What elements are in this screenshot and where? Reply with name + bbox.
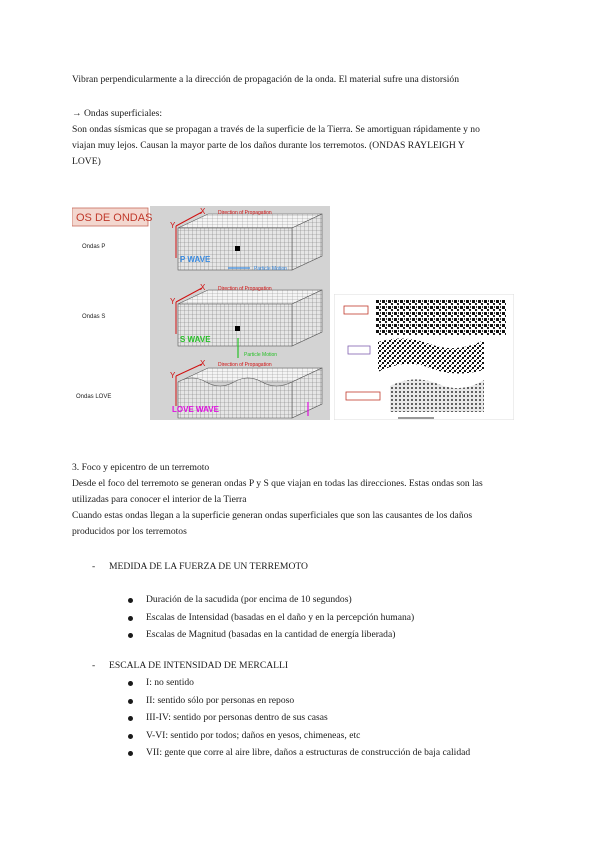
list-item [128, 592, 414, 610]
p-wave-block [170, 207, 322, 272]
panel-tag [344, 306, 368, 314]
bullet-icon [128, 681, 133, 686]
particle-motion-label: Particle Motion [244, 352, 278, 358]
row-label-s: Ondas S [82, 314, 106, 320]
axis-y-label: Y [170, 221, 176, 230]
bullet-icon [128, 598, 133, 603]
mercalli-heading [92, 658, 288, 674]
bullet-icon [128, 734, 133, 739]
axis-y-label: Y [170, 297, 176, 306]
particle-motion-label: Particle Motion [254, 266, 288, 272]
list-item [128, 627, 414, 645]
p-wave-label: P WAVE [180, 255, 211, 264]
section-3-line: producidos por los terremotos [72, 526, 187, 537]
row-label-love: Ondas LOVE [76, 394, 112, 400]
bullet-icon [128, 699, 133, 704]
medida-title: MEDIDA DE LA FUERZA DE UN TERREMOTO [109, 561, 308, 572]
intro-text: Vibran perpendicularmente a la dirección de propagación de la onda. El material sufre una distorsión [72, 74, 460, 85]
surface-waves-section [72, 106, 532, 170]
figure-banner-text: OS DE ONDAS [76, 212, 153, 224]
axis-x-label: X [200, 283, 206, 292]
medida-heading [92, 559, 308, 575]
panel-tag [346, 392, 380, 400]
list-item-text: II: sentido sólo por personas en reposo [146, 694, 295, 706]
list-item-text: Escalas de Magnitud (basadas en la cantidad de energía liberada) [146, 629, 396, 640]
love-wave-block [170, 359, 322, 418]
list-item [128, 610, 414, 628]
row-label-p: Ondas P [82, 244, 106, 250]
seismic-waves-figure [72, 206, 330, 420]
mercalli-list [128, 675, 470, 763]
wave-particles-figure [334, 294, 514, 420]
p-wave-particles [376, 300, 506, 336]
mercalli-title: ESCALA DE INTENSIDAD DE MERCALLI [109, 660, 289, 671]
section-3-line: utilizadas para conocer el interior de la Tierra [72, 494, 247, 505]
surface-waves-line: Son ondas sísmicas que se propagan a través de la superficie de la Tierra. Se amortiguan rápidamente y no [72, 124, 480, 135]
dash-marker: - [92, 660, 96, 671]
bullet-icon [128, 616, 133, 621]
list-item [128, 745, 470, 763]
axis-x-label: X [200, 359, 206, 368]
section-3 [72, 460, 532, 540]
medida-list [128, 592, 414, 645]
propagation-label: Direction of Propagation [218, 286, 272, 292]
s-wave-label: S WAVE [180, 335, 211, 344]
bullet-icon [128, 633, 133, 638]
section-3-line: Desde el foco del terremoto se generan ondas P y S que viajan en todas las direcciones. Estas ondas son las [72, 478, 483, 489]
propagation-label: Direction of Propagation [218, 210, 272, 216]
axis-y-label: Y [170, 371, 176, 380]
surface-waves-line: LOVE) [72, 156, 101, 167]
list-item [128, 675, 470, 693]
list-item [128, 710, 470, 728]
list-item [128, 728, 470, 746]
surface-waves-line: viajan muy lejos. Causan la mayor parte de los daños durante los terremotos. (ONDAS RAYLEIGH Y [72, 140, 465, 151]
list-item-text: III-IV: sentido por personas dentro de sus casas [146, 712, 328, 723]
list-item-text: Escalas de Intensidad (basadas en el daño y en la percepción humana) [146, 611, 415, 623]
bullet-icon [128, 751, 133, 756]
section-3-heading: 3. Foco y epicentro de un terremoto [72, 462, 210, 473]
panel-tag [348, 346, 370, 354]
axis-x-label: X [200, 207, 206, 216]
list-item-text: V-VI: sentido por todos; daños en yesos, chimeneas, etc [146, 729, 361, 741]
surface-waves-heading: → Ondas superficiales: [72, 108, 163, 119]
list-item-text: I: no sentido [146, 677, 194, 688]
list-item-text: Duración de la sacudida (por encima de 10 segundos) [146, 594, 352, 605]
love-wave-label: LOVE WAVE [172, 405, 219, 414]
list-item-text: VII: gente que corre al aire libre, daños a estructuras de construcción de baja calidad [146, 747, 471, 758]
list-item [128, 693, 470, 711]
dash-marker: - [92, 561, 96, 572]
section-3-line: Cuando estas ondas llegan a la superficie generan ondas superficiales que son las causantes de los daños [72, 510, 473, 521]
propagation-label: Direction of Propagation [218, 362, 272, 368]
intro-paragraph [72, 72, 532, 88]
bullet-icon [128, 716, 133, 721]
